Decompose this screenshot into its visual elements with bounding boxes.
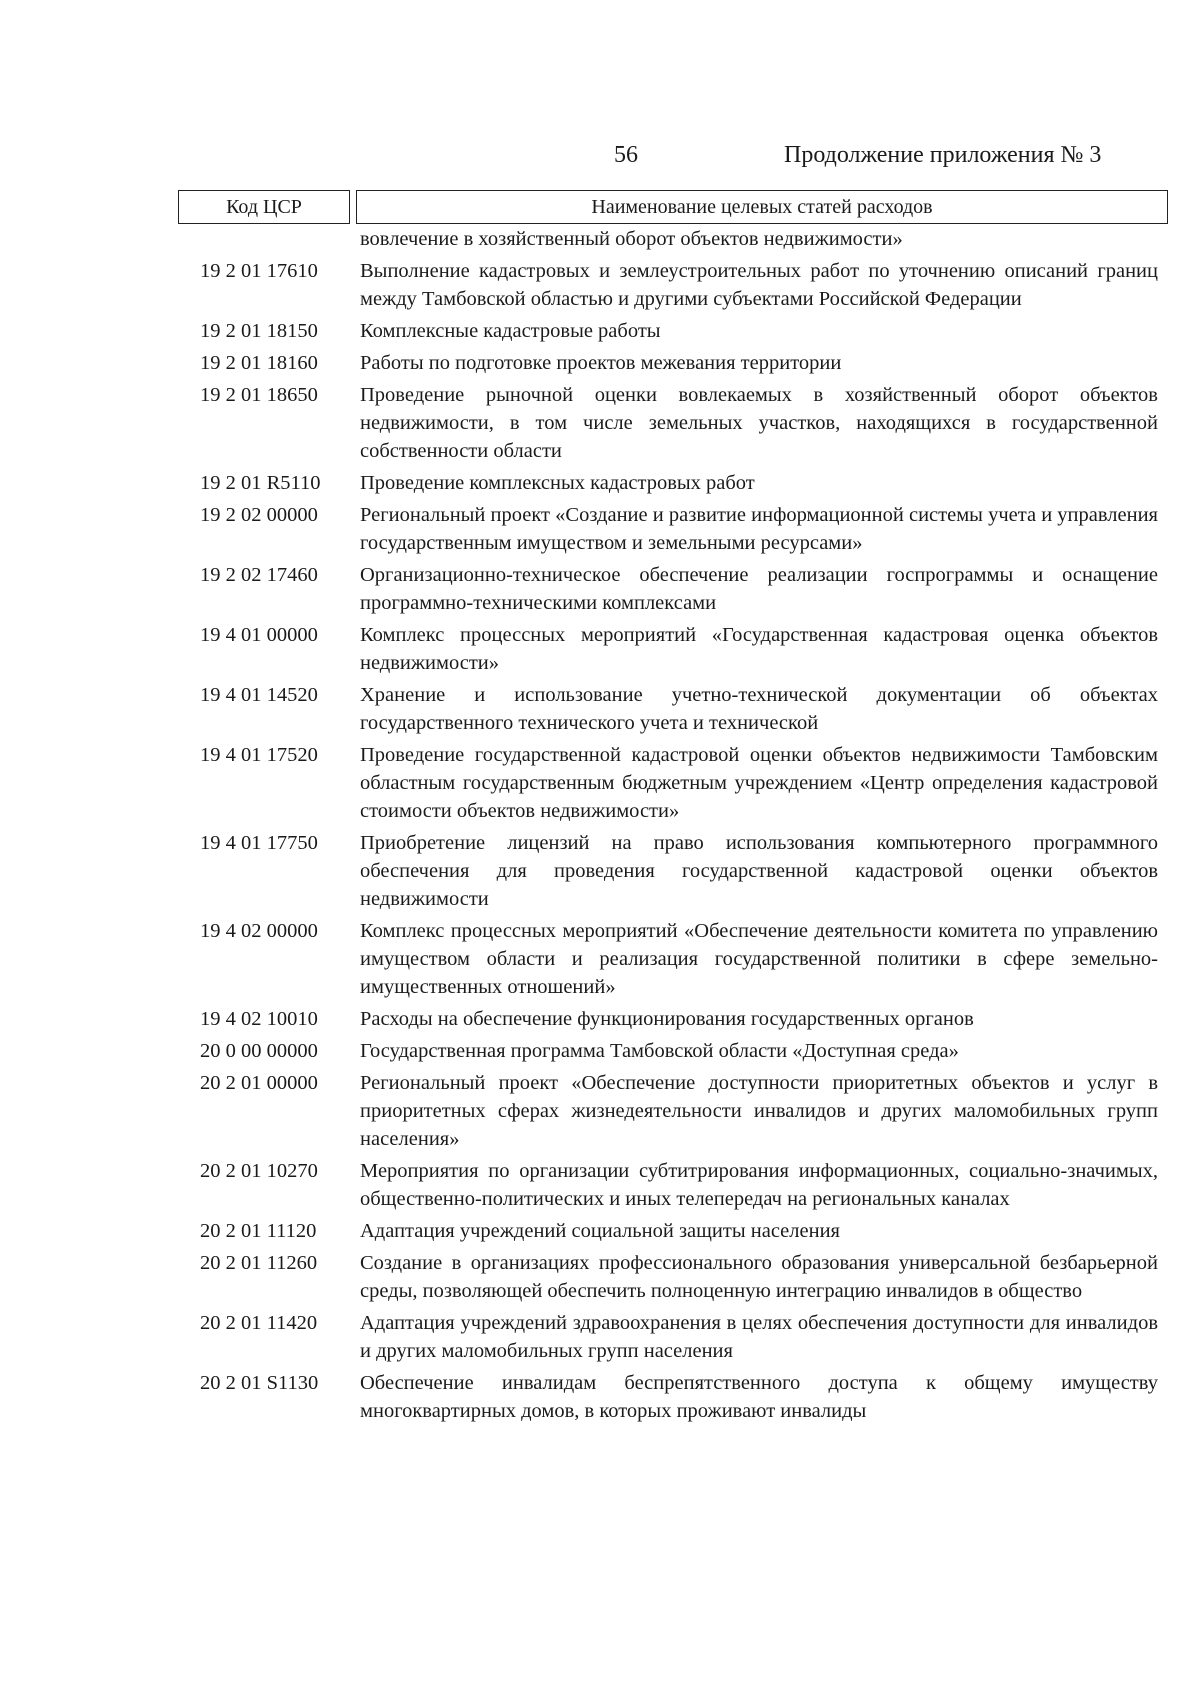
table-header	[178, 190, 1168, 224]
table-row	[178, 1069, 1168, 1153]
row-name: Адаптация учреждений здравоохранения в целях обеспечения доступности для инвалидов и других маломобильных групп населения	[360, 1312, 1158, 1362]
row-code: 19 2 01 17610	[200, 260, 318, 282]
table-row	[178, 349, 1168, 377]
row-name: Расходы на обеспечение функционирования государственных органов	[360, 1008, 974, 1030]
row-code: 20 2 01 11120	[200, 1220, 317, 1242]
table-row	[178, 741, 1168, 825]
table-row	[178, 561, 1168, 617]
row-name: Создание в организациях профессионального образования универсальной безбарьерной среды, позволяющей обеспечить полноценную интеграцию инвалидов в общество	[360, 1252, 1158, 1302]
row-code: 19 4 01 17520	[200, 744, 318, 766]
column-header-code: Код ЦСР	[178, 190, 350, 224]
table-row	[178, 1249, 1168, 1305]
page-number: 56	[614, 142, 638, 168]
table-row	[178, 257, 1168, 313]
row-name: Адаптация учреждений социальной защиты населения	[360, 1220, 840, 1242]
row-code: 19 2 01 18150	[200, 320, 318, 342]
row-code: 19 4 01 14520	[200, 684, 318, 706]
row-name: Государственная программа Тамбовской области «Доступная среда»	[360, 1040, 959, 1062]
table-row	[178, 621, 1168, 677]
table-row	[178, 1037, 1168, 1065]
row-code: 19 2 02 17460	[200, 564, 318, 586]
row-name: Комплексные кадастровые работы	[360, 320, 661, 342]
row-name: Региональный проект «Создание и развитие информационной системы учета и управления государственным имуществом и земельными ресурсами»	[360, 504, 1158, 554]
table-row	[178, 381, 1168, 465]
row-code: 20 0 00 00000	[200, 1040, 318, 1062]
row-name: Организационно-техническое обеспечение реализации госпрограммы и оснащение программно-техническими комплексами	[360, 564, 1158, 614]
column-header-name: Наименование целевых статей расходов	[356, 190, 1168, 224]
row-code: 20 2 01 S1130	[200, 1372, 319, 1394]
row-code: 20 2 01 10270	[200, 1160, 318, 1182]
table-row	[178, 917, 1168, 1001]
table-row	[178, 1369, 1168, 1425]
row-code: 19 4 01 00000	[200, 624, 318, 646]
appendix-continuation-label: Продолжение приложения № 3	[784, 142, 1102, 168]
row-code: 20 2 01 11260	[200, 1252, 318, 1274]
table-row	[178, 469, 1168, 497]
row-name: Комплекс процессных мероприятий «Государственная кадастровая оценка объектов недвижимости»	[360, 624, 1158, 674]
row-name: Хранение и использование учетно-технической документации об объектах государственного технического учета и технической	[360, 684, 1158, 734]
row-name: вовлечение в хозяйственный оборот объектов недвижимости»	[360, 228, 903, 250]
row-code: 20 2 01 11420	[200, 1312, 318, 1334]
row-name: Выполнение кадастровых и землеустроительных работ по уточнению описаний границ между Тамбовской областью и другими субъектами Российской Федерации	[360, 260, 1158, 310]
row-name: Проведение рыночной оценки вовлекаемых в хозяйственный оборот объектов недвижимости, в том числе земельных участков, находящихся в государственной собственности области	[360, 384, 1158, 462]
row-name: Проведение комплексных кадастровых работ	[360, 472, 755, 494]
table-row	[178, 317, 1168, 345]
row-name: Проведение государственной кадастровой оценки объектов недвижимости Тамбовским областным государственным бюджетным учреждением «Центр определения кадастровой стоимости объектов недвижимости»	[360, 744, 1158, 822]
row-code: 19 2 01 18160	[200, 352, 318, 374]
table-row	[178, 681, 1168, 737]
table-row	[178, 1157, 1168, 1213]
row-name: Региональный проект «Обеспечение доступности приоритетных объектов и услуг в приоритетных сферах жизнедеятельности инвалидов и других маломобильных групп населения»	[360, 1072, 1158, 1150]
row-name: Мероприятия по организации субтитрирования информационных, социально-значимых, общественно-политических и иных телепередач на региональных каналах	[360, 1160, 1158, 1210]
row-name: Приобретение лицензий на право использования компьютерного программного обеспечения для проведения государственной кадастровой оценки объектов недвижимости	[360, 832, 1158, 910]
table-row	[178, 1217, 1168, 1245]
table-row	[178, 1309, 1168, 1365]
row-code: 19 2 02 00000	[200, 504, 318, 526]
row-code: 19 4 02 00000	[200, 920, 318, 942]
table-row	[178, 501, 1168, 557]
table-row	[178, 829, 1168, 913]
row-name: Работы по подготовке проектов межевания территории	[360, 352, 842, 374]
row-code: 19 2 01 R5110	[200, 472, 321, 494]
row-code: 19 4 02 10010	[200, 1008, 318, 1030]
row-code: 19 4 01 17750	[200, 832, 318, 854]
table-row	[178, 225, 1168, 253]
row-code: 19 2 01 18650	[200, 384, 318, 406]
table-row	[178, 1005, 1168, 1033]
table-body	[178, 225, 1168, 1429]
row-code: 20 2 01 00000	[200, 1072, 318, 1094]
row-name: Комплекс процессных мероприятий «Обеспечение деятельности комитета по управлению имуществом области и реализация государственной политики в сфере земельно-имущественных отношений»	[360, 920, 1158, 998]
row-name: Обеспечение инвалидам беспрепятственного доступа к общему имуществу многоквартирных домов, в которых проживают инвалиды	[360, 1372, 1158, 1422]
row-code	[178, 225, 356, 253]
